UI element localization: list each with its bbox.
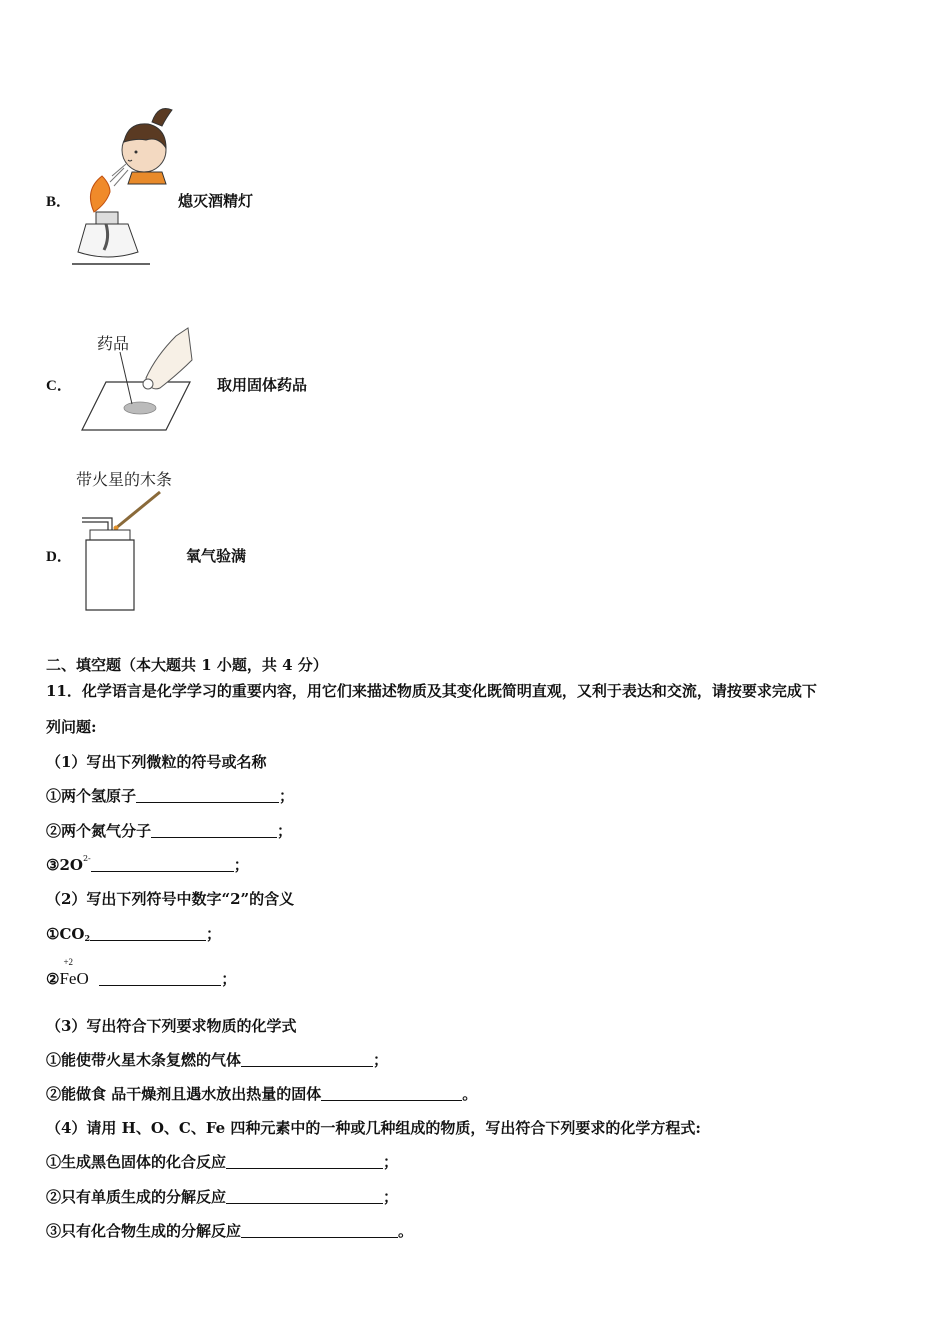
part2-heading: （2）写出下列符号中数字“2”的含义 [46, 890, 295, 908]
question-stem-line2: 列问题: [46, 718, 97, 736]
part4-heading: （4）请用 H、O、C、Fe 四种元素中的一种或几种组成的物质，写出符合下列要求的化学方程式: [46, 1119, 701, 1137]
answer-blank[interactable] [226, 1154, 383, 1169]
answer-blank[interactable] [99, 971, 221, 986]
part1-heading: （1）写出下列微粒的符号或名称 [46, 753, 267, 771]
answer-blank[interactable] [136, 788, 279, 803]
answer-blank[interactable] [90, 926, 206, 941]
answer-blank[interactable] [241, 1223, 398, 1238]
take-solid-drug-illustration [80, 326, 200, 436]
option-c-letter: C． [46, 378, 72, 394]
part1-item1: ①两个氢原子 ； [46, 787, 295, 805]
part1-item2: ②两个氮气分子 ； [46, 822, 293, 840]
answer-blank[interactable] [91, 857, 234, 872]
part2-item2: ② +2 FeO ； [46, 957, 237, 988]
option-d-image-label: 带火星的木条 [76, 470, 173, 489]
part3-heading: （3）写出符合下列要求物质的化学式 [46, 1017, 297, 1035]
option-b-letter: B． [46, 194, 72, 210]
part2-item1: $①CO_2$ ； [46, 925, 222, 943]
part4-item3: ③只有化合物生成的分解反应 。 [46, 1222, 414, 1240]
option-b-caption: 熄灭酒精灯 [178, 192, 254, 210]
answer-blank[interactable] [226, 1189, 383, 1204]
answer-blank[interactable] [321, 1086, 462, 1101]
answer-blank[interactable] [151, 823, 277, 838]
extinguish-lamp-illustration [66, 100, 186, 270]
option-d-letter: D． [46, 549, 72, 565]
part4-item2: ②只有单质生成的分解反应 ； [46, 1188, 399, 1206]
oxidation-state: +2 [63, 957, 74, 967]
part3-item2: ②能做食 品干燥剂且遇水放出热量的固体 。 [46, 1085, 478, 1103]
question-number: 11． [46, 682, 82, 700]
question-stem-text: 化学语言是化学学习的重要内容，用它们来描述物质及其变化既简明直观，又利于表达和交流，请按要求完成下 [81, 682, 817, 700]
part1-item3: $③2O^{2-}$ ； [46, 854, 249, 874]
option-c-image-label: 药品 [97, 334, 130, 353]
question-stem-line1 [46, 680, 817, 701]
section-title: 二、填空题（本大题共 1 小题，共 4 分） [46, 656, 328, 674]
part4-item1: ①生成黑色固体的化合反应 ； [46, 1153, 399, 1171]
option-c-caption: 取用固体药品 [217, 376, 308, 394]
answer-blank[interactable] [241, 1052, 373, 1067]
oxygen-full-test-illustration [76, 490, 166, 615]
option-d-caption: 氧气验满 [186, 547, 247, 565]
part3-item1: ①能使带火星木条复燃的气体 ； [46, 1051, 389, 1069]
